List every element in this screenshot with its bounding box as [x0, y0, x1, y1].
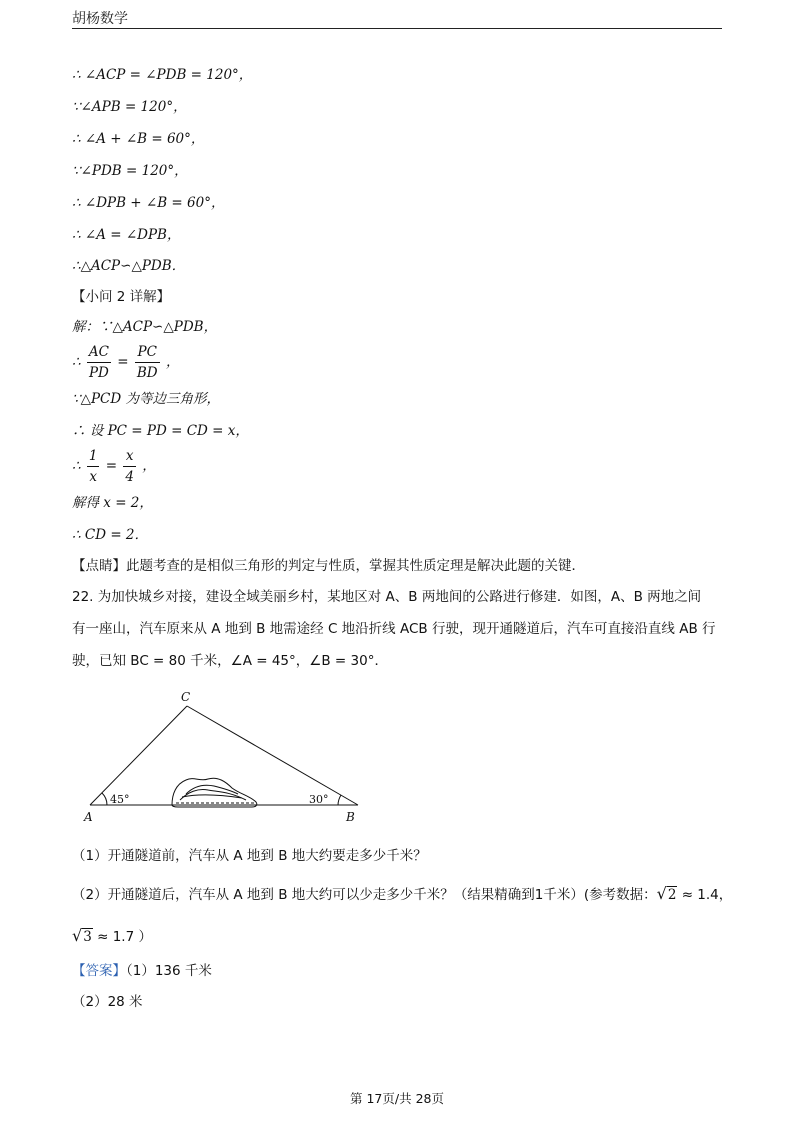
- angle-arc-b: [338, 795, 341, 805]
- fraction-1-x: [87, 446, 100, 487]
- answer-line-1: [72, 962, 212, 980]
- sub2-heading: 【小问 2 详解】: [72, 289, 171, 305]
- sqrt-2-value: 2: [667, 887, 677, 903]
- page-footer: 第 17页/共 28页: [350, 1091, 444, 1106]
- sqrt-icon: √: [656, 884, 667, 903]
- sqrt-icon: √: [72, 926, 83, 945]
- fraction-denominator: BD: [136, 365, 158, 381]
- fraction-numerator: 1: [87, 446, 100, 467]
- side-ac: [90, 706, 187, 805]
- fraction-numerator: x: [123, 446, 136, 467]
- mountain-icon: [172, 778, 257, 807]
- question-2-text: （2）开通隧道后，汽车从 A 地到 B 地大约可以少走多少千米？（结果精确到1千米）(参考数据：: [72, 887, 657, 903]
- answer-1: （1）136 千米: [126, 963, 212, 979]
- label-b: B: [346, 810, 355, 824]
- proof-line-2: ∵∠APB = 120°，: [72, 99, 187, 115]
- problem-22-line-2: 有一座山，汽车原来从 A 地到 B 地需途经 C 地沿折线 ACB 行驶，现开通隧道后，汽车可直接沿直线 AB 行: [72, 621, 716, 637]
- label-a: A: [84, 810, 93, 824]
- equals-sign: =: [105, 458, 118, 474]
- problem-22-line-3: 驶，已知 BC = 80 千米，∠A = 45°，∠B = 30°．: [72, 653, 388, 669]
- comment-line: 【点睛】此题考查的是相似三角形的判定与性质，掌握其性质定理是解决此题的关键．: [72, 558, 585, 574]
- label-c: C: [181, 690, 191, 704]
- page-header-title: 胡杨数学: [72, 11, 128, 27]
- problem-22-line-1: 22. 为加快城乡对接，建设全域美丽乡村，某地区对 A、B 两地间的公路进行修建．如图，A、B 两地之间: [72, 589, 702, 605]
- proof-line-4: ∵∠PDB = 120°，: [72, 163, 188, 179]
- approx-1-7: ≈ 1.7 ）: [97, 929, 152, 945]
- fraction-ac-pd: [87, 342, 111, 383]
- equilateral-line: ∵△PCD 为等边三角形，: [72, 391, 220, 407]
- x-equation: [72, 446, 156, 487]
- proof-line-3: ∴ ∠A + ∠B = 60°，: [72, 131, 205, 147]
- result-line: ∴ CD = 2．: [72, 527, 149, 543]
- equals-sign: =: [117, 354, 129, 370]
- fraction-numerator: AC: [87, 342, 111, 363]
- fraction-denominator: 4: [125, 469, 134, 485]
- angle-arc-a: [102, 793, 107, 805]
- answer-label: 【答案】: [72, 963, 126, 979]
- therefore-symbol: ∴: [72, 354, 81, 370]
- proof-line-6: ∴ ∠A = ∠DPB，: [72, 227, 181, 243]
- question-1: （1）开通隧道前，汽车从 A 地到 B 地大约要走多少千米？: [72, 848, 427, 864]
- question-2-continuation: [72, 927, 152, 946]
- fraction-pc-bd: [135, 342, 160, 383]
- angle-label-b: 30°: [309, 793, 329, 806]
- fraction-x-4: [123, 446, 136, 487]
- header-divider: [72, 28, 722, 29]
- set-variable-line: ∴ 设 PC = PD = CD = x，: [72, 423, 249, 439]
- triangle-figure: [80, 690, 370, 830]
- side-bc: [187, 706, 358, 805]
- ratio-equation: [72, 342, 179, 383]
- problem-22-text: [72, 581, 724, 677]
- approx-1-4: ≈ 1.4，: [681, 887, 733, 903]
- sub2-solve-line: 解：∵△ACP∽△PDB，: [72, 319, 218, 335]
- question-2: [72, 885, 732, 904]
- solve-x-line: 解得 x = 2，: [72, 495, 153, 511]
- fraction-denominator: x: [89, 469, 97, 485]
- comma: ，: [165, 354, 180, 370]
- answer-2: （2）28 米: [72, 994, 143, 1010]
- comma: ，: [142, 458, 156, 474]
- fraction-numerator: PC: [135, 342, 160, 363]
- proof-line-7: ∴△ACP∽△PDB．: [72, 258, 186, 274]
- proof-line-1: ∴ ∠ACP = ∠PDB = 120°，: [72, 67, 253, 83]
- sqrt-3-value: 3: [83, 929, 92, 945]
- angle-label-a: 45°: [110, 793, 130, 806]
- therefore-symbol: ∴: [72, 458, 81, 474]
- fraction-denominator: PD: [88, 365, 109, 381]
- proof-line-5: ∴ ∠DPB + ∠B = 60°，: [72, 195, 225, 211]
